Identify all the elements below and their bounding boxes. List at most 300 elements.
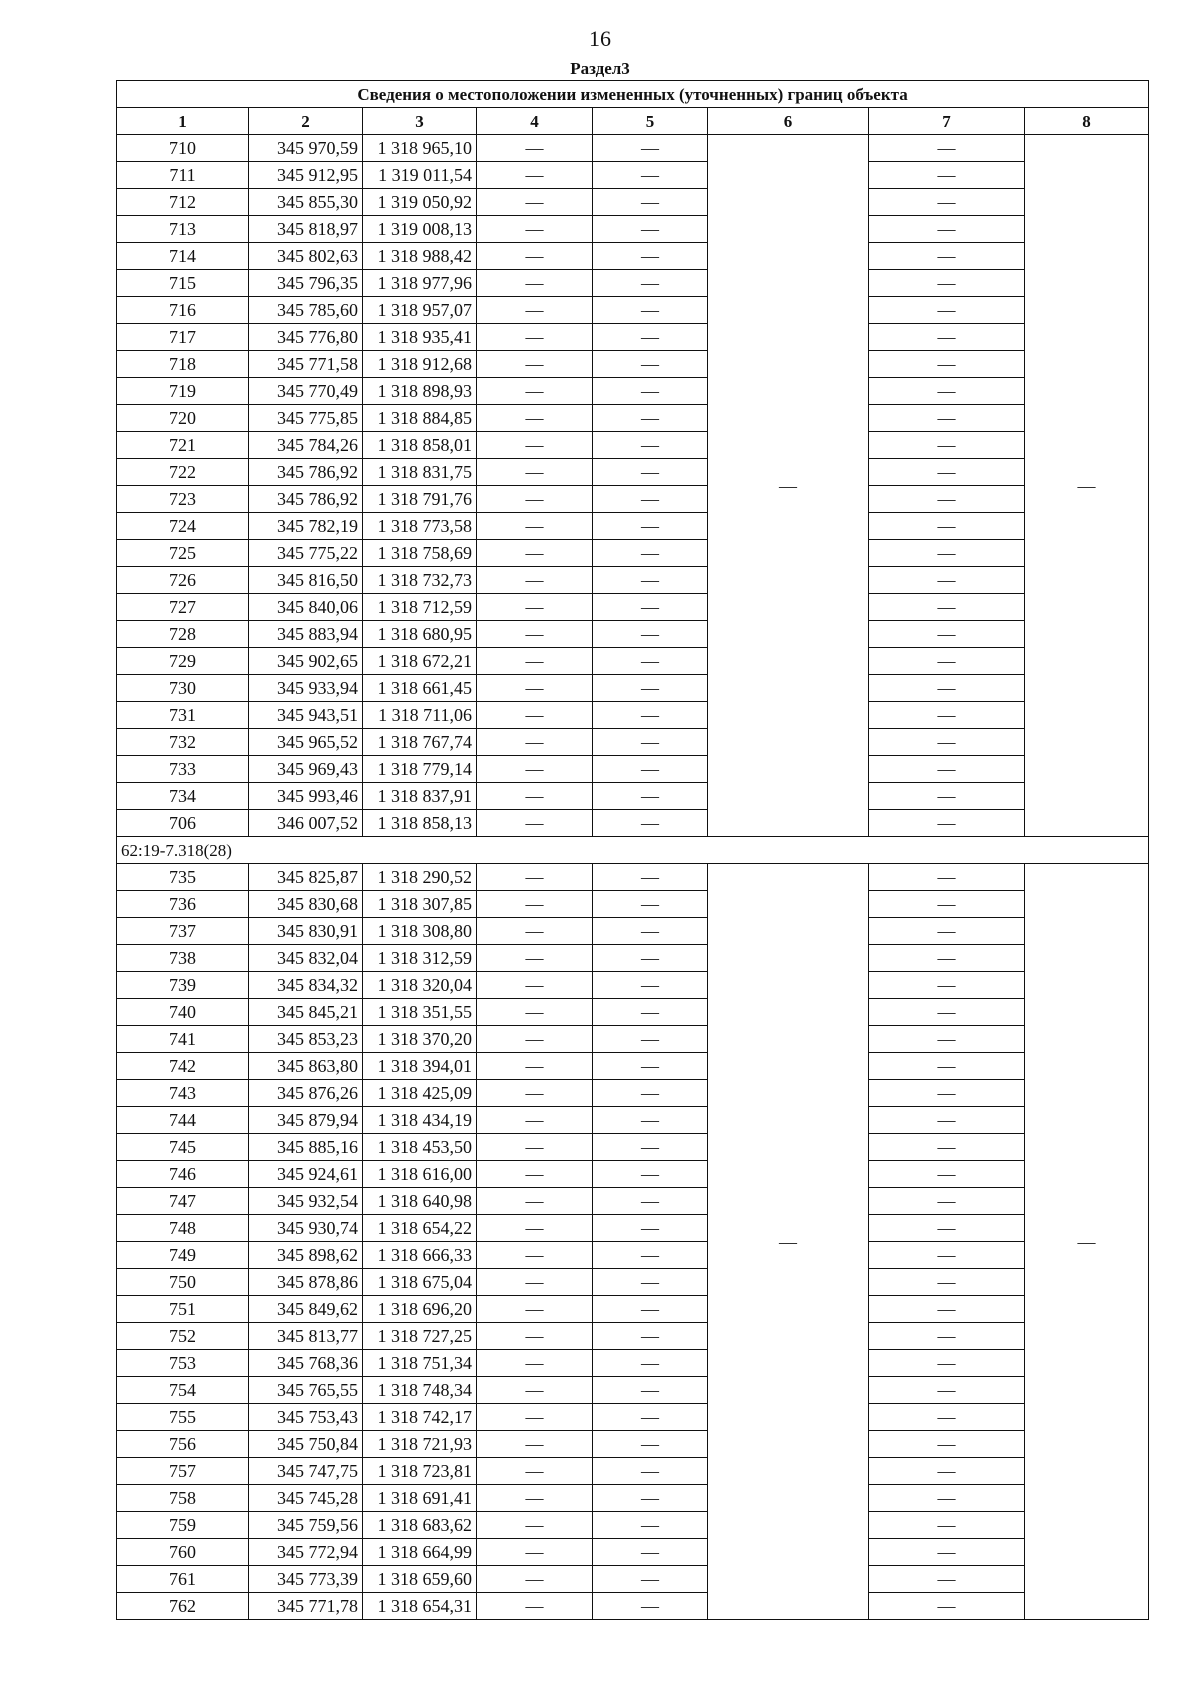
table-row <box>117 351 1149 378</box>
col5-value: — <box>593 513 708 540</box>
col4-value: — <box>477 243 593 270</box>
point-number: 757 <box>117 1458 249 1485</box>
coordinate-x: 345 845,21 <box>249 999 363 1026</box>
col5-value: — <box>593 1350 708 1377</box>
coordinate-y: 1 318 675,04 <box>363 1269 477 1296</box>
coordinate-x: 345 771,78 <box>249 1593 363 1620</box>
table-row <box>117 1593 1149 1620</box>
col7-value: — <box>869 972 1025 999</box>
col5-value: — <box>593 324 708 351</box>
column-number: 5 <box>593 108 708 135</box>
col4-value: — <box>477 405 593 432</box>
col7-value: — <box>869 1431 1025 1458</box>
coordinate-x: 345 775,85 <box>249 405 363 432</box>
col7-value: — <box>869 810 1025 837</box>
col7-value: — <box>869 162 1025 189</box>
col4-value: — <box>477 594 593 621</box>
table-row <box>117 972 1149 999</box>
col7-value: — <box>869 1323 1025 1350</box>
coordinate-y: 1 318 837,91 <box>363 783 477 810</box>
table-row <box>117 1323 1149 1350</box>
col4-value: — <box>477 297 593 324</box>
col5-value: — <box>593 378 708 405</box>
coordinate-y: 1 318 654,31 <box>363 1593 477 1620</box>
col5-value: — <box>593 1323 708 1350</box>
col5-value: — <box>593 1269 708 1296</box>
col7-value: — <box>869 918 1025 945</box>
col7-value: — <box>869 864 1025 891</box>
col4-value: — <box>477 783 593 810</box>
col5-value: — <box>593 783 708 810</box>
col5-value: — <box>593 1431 708 1458</box>
coordinate-x: 345 775,22 <box>249 540 363 567</box>
table-row <box>117 783 1149 810</box>
coordinate-x: 345 883,94 <box>249 621 363 648</box>
table-row <box>117 1539 1149 1566</box>
coordinates-table-body <box>117 81 1149 1620</box>
col7-value: — <box>869 1188 1025 1215</box>
table-row <box>117 1161 1149 1188</box>
col7-value: — <box>869 270 1025 297</box>
coordinate-y: 1 318 898,93 <box>363 378 477 405</box>
col5-value: — <box>593 216 708 243</box>
point-number: 715 <box>117 270 249 297</box>
point-number: 751 <box>117 1296 249 1323</box>
col7-value: — <box>869 1080 1025 1107</box>
col7-value: — <box>869 405 1025 432</box>
table-row <box>117 594 1149 621</box>
coordinate-x: 345 786,92 <box>249 459 363 486</box>
col5-value: — <box>593 1296 708 1323</box>
col4-value: — <box>477 972 593 999</box>
col7-value: — <box>869 1161 1025 1188</box>
point-number: 710 <box>117 135 249 162</box>
group-header-row <box>117 837 1149 864</box>
col7-value: — <box>869 1053 1025 1080</box>
col4-value: — <box>477 729 593 756</box>
table-row <box>117 891 1149 918</box>
col7-value: — <box>869 351 1025 378</box>
col5-value: — <box>593 567 708 594</box>
coordinate-x: 345 912,95 <box>249 162 363 189</box>
col4-value: — <box>477 1485 593 1512</box>
point-number: 756 <box>117 1431 249 1458</box>
col5-value: — <box>593 135 708 162</box>
col5-value: — <box>593 891 708 918</box>
coordinate-y: 1 318 858,01 <box>363 432 477 459</box>
col5-value: — <box>593 918 708 945</box>
col4-value: — <box>477 459 593 486</box>
point-number: 749 <box>117 1242 249 1269</box>
col5-value: — <box>593 459 708 486</box>
point-number: 748 <box>117 1215 249 1242</box>
col7-value: — <box>869 1485 1025 1512</box>
col4-value: — <box>477 1242 593 1269</box>
point-number: 750 <box>117 1269 249 1296</box>
table-row <box>117 756 1149 783</box>
col7-value: — <box>869 945 1025 972</box>
col4-value: — <box>477 891 593 918</box>
col7-value: — <box>869 540 1025 567</box>
col7-value: — <box>869 1296 1025 1323</box>
col7-value: — <box>869 1593 1025 1620</box>
point-number: 739 <box>117 972 249 999</box>
point-number: 740 <box>117 999 249 1026</box>
coordinate-x: 345 818,97 <box>249 216 363 243</box>
col7-value: — <box>869 567 1025 594</box>
coordinate-y: 1 318 434,19 <box>363 1107 477 1134</box>
coordinate-x: 345 885,16 <box>249 1134 363 1161</box>
table-row <box>117 1269 1149 1296</box>
col7-value: — <box>869 648 1025 675</box>
point-number: 726 <box>117 567 249 594</box>
point-number: 755 <box>117 1404 249 1431</box>
col7-value: — <box>869 324 1025 351</box>
col7-value: — <box>869 675 1025 702</box>
coordinate-y: 1 318 307,85 <box>363 891 477 918</box>
column-number: 3 <box>363 108 477 135</box>
column-number: 6 <box>708 108 869 135</box>
coordinate-y: 1 318 654,22 <box>363 1215 477 1242</box>
col4-value: — <box>477 648 593 675</box>
point-number: 712 <box>117 189 249 216</box>
table-row <box>117 486 1149 513</box>
coordinate-x: 346 007,52 <box>249 810 363 837</box>
coordinate-x: 345 832,04 <box>249 945 363 972</box>
coordinate-y: 1 319 011,54 <box>363 162 477 189</box>
table-row <box>117 1512 1149 1539</box>
col7-value: — <box>869 432 1025 459</box>
coordinate-x: 345 765,55 <box>249 1377 363 1404</box>
coordinate-y: 1 318 935,41 <box>363 324 477 351</box>
col5-value: — <box>593 1107 708 1134</box>
col5-value: — <box>593 1566 708 1593</box>
col4-value: — <box>477 1350 593 1377</box>
table-row <box>117 513 1149 540</box>
col5-value: — <box>593 1188 708 1215</box>
table-row <box>117 1431 1149 1458</box>
table-row <box>117 1458 1149 1485</box>
point-number: 760 <box>117 1539 249 1566</box>
col4-value: — <box>477 1269 593 1296</box>
coordinate-y: 1 318 727,25 <box>363 1323 477 1350</box>
table-row <box>117 1188 1149 1215</box>
col7-value: — <box>869 1350 1025 1377</box>
table-row <box>117 378 1149 405</box>
coordinate-x: 345 813,77 <box>249 1323 363 1350</box>
coordinate-x: 345 898,62 <box>249 1242 363 1269</box>
col5-value: — <box>593 486 708 513</box>
coordinate-x: 345 876,26 <box>249 1080 363 1107</box>
col4-value: — <box>477 918 593 945</box>
coordinate-y: 1 318 691,41 <box>363 1485 477 1512</box>
coordinate-y: 1 318 773,58 <box>363 513 477 540</box>
col7-value: — <box>869 189 1025 216</box>
point-number: 745 <box>117 1134 249 1161</box>
col7-value: — <box>869 783 1025 810</box>
point-number: 737 <box>117 918 249 945</box>
coordinate-x: 345 786,92 <box>249 486 363 513</box>
coordinate-y: 1 318 308,80 <box>363 918 477 945</box>
col5-value: — <box>593 405 708 432</box>
point-number: 725 <box>117 540 249 567</box>
col4-value: — <box>477 1458 593 1485</box>
table-row <box>117 1134 1149 1161</box>
col7-value: — <box>869 1026 1025 1053</box>
coordinate-y: 1 318 912,68 <box>363 351 477 378</box>
coordinate-y: 1 318 858,13 <box>363 810 477 837</box>
col5-value: — <box>593 540 708 567</box>
coordinate-x: 345 747,75 <box>249 1458 363 1485</box>
col4-value: — <box>477 1566 593 1593</box>
coordinate-y: 1 318 711,06 <box>363 702 477 729</box>
col4-value: — <box>477 1377 593 1404</box>
table-row <box>117 1215 1149 1242</box>
col5-value: — <box>593 432 708 459</box>
col5-value: — <box>593 1377 708 1404</box>
point-number: 738 <box>117 945 249 972</box>
table-row <box>117 1107 1149 1134</box>
col4-value: — <box>477 324 593 351</box>
coordinate-y: 1 318 758,69 <box>363 540 477 567</box>
coordinate-y: 1 318 767,74 <box>363 729 477 756</box>
col4-value: — <box>477 351 593 378</box>
col7-value: — <box>869 243 1025 270</box>
point-number: 722 <box>117 459 249 486</box>
coordinate-x: 345 879,94 <box>249 1107 363 1134</box>
coordinate-x: 345 782,19 <box>249 513 363 540</box>
coordinate-y: 1 318 965,10 <box>363 135 477 162</box>
coordinate-x: 345 969,43 <box>249 756 363 783</box>
coordinates-table <box>116 80 1149 1620</box>
col4-value: — <box>477 1161 593 1188</box>
col7-value: — <box>869 1242 1025 1269</box>
point-number: 716 <box>117 297 249 324</box>
coordinate-y: 1 318 748,34 <box>363 1377 477 1404</box>
col5-value: — <box>593 351 708 378</box>
coordinate-x: 345 855,30 <box>249 189 363 216</box>
col5-value: — <box>593 1539 708 1566</box>
table-row <box>117 216 1149 243</box>
col4-value: — <box>477 189 593 216</box>
coordinate-y: 1 318 791,76 <box>363 486 477 513</box>
coordinate-y: 1 319 008,13 <box>363 216 477 243</box>
col4-value: — <box>477 135 593 162</box>
coordinate-x: 345 924,61 <box>249 1161 363 1188</box>
coordinate-y: 1 318 659,60 <box>363 1566 477 1593</box>
col7-value: — <box>869 378 1025 405</box>
coordinate-x: 345 745,28 <box>249 1485 363 1512</box>
col5-value: — <box>593 864 708 891</box>
point-number: 727 <box>117 594 249 621</box>
col7-value: — <box>869 1215 1025 1242</box>
col4-value: — <box>477 162 593 189</box>
table-row <box>117 243 1149 270</box>
coordinate-y: 1 318 290,52 <box>363 864 477 891</box>
col5-value: — <box>593 999 708 1026</box>
column-number: 4 <box>477 108 593 135</box>
col7-value: — <box>869 1566 1025 1593</box>
coordinate-y: 1 318 742,17 <box>363 1404 477 1431</box>
coordinate-y: 1 318 988,42 <box>363 243 477 270</box>
table-row <box>117 459 1149 486</box>
col7-value: — <box>869 594 1025 621</box>
col7-value: — <box>869 513 1025 540</box>
col4-value: — <box>477 1404 593 1431</box>
col5-value: — <box>593 162 708 189</box>
col7-value: — <box>869 729 1025 756</box>
point-number: 714 <box>117 243 249 270</box>
point-number: 761 <box>117 1566 249 1593</box>
table-row <box>117 324 1149 351</box>
col5-value: — <box>593 1161 708 1188</box>
coordinate-x: 345 830,68 <box>249 891 363 918</box>
col7-value: — <box>869 297 1025 324</box>
coordinate-y: 1 318 425,09 <box>363 1080 477 1107</box>
col4-value: — <box>477 540 593 567</box>
table-row <box>117 810 1149 837</box>
point-number: 728 <box>117 621 249 648</box>
point-number: 741 <box>117 1026 249 1053</box>
col4-value: — <box>477 810 593 837</box>
table-caption-row <box>117 81 1149 108</box>
coordinate-x: 345 802,63 <box>249 243 363 270</box>
col4-value: — <box>477 1431 593 1458</box>
table-row <box>117 270 1149 297</box>
point-number: 746 <box>117 1161 249 1188</box>
coordinate-y: 1 318 696,20 <box>363 1296 477 1323</box>
col5-value: — <box>593 621 708 648</box>
point-number: 758 <box>117 1485 249 1512</box>
coordinate-y: 1 318 370,20 <box>363 1026 477 1053</box>
col5-value: — <box>593 189 708 216</box>
column-number: 1 <box>117 108 249 135</box>
column-number: 2 <box>249 108 363 135</box>
coordinate-y: 1 318 977,96 <box>363 270 477 297</box>
point-number: 717 <box>117 324 249 351</box>
coordinate-y: 1 318 779,14 <box>363 756 477 783</box>
point-number: 735 <box>117 864 249 891</box>
point-number: 732 <box>117 729 249 756</box>
col4-value: — <box>477 1539 593 1566</box>
col7-value: — <box>869 891 1025 918</box>
col4-value: — <box>477 1296 593 1323</box>
coordinate-x: 345 834,32 <box>249 972 363 999</box>
point-number: 753 <box>117 1350 249 1377</box>
coordinate-y: 1 318 683,62 <box>363 1512 477 1539</box>
coordinate-x: 345 993,46 <box>249 783 363 810</box>
coordinate-x: 345 970,59 <box>249 135 363 162</box>
table-row <box>117 567 1149 594</box>
col7-value: — <box>869 1539 1025 1566</box>
point-number: 711 <box>117 162 249 189</box>
point-number: 719 <box>117 378 249 405</box>
col5-value: — <box>593 1593 708 1620</box>
col4-value: — <box>477 1323 593 1350</box>
point-number: 713 <box>117 216 249 243</box>
col8-value: — <box>1025 135 1149 837</box>
coordinate-x: 345 933,94 <box>249 675 363 702</box>
col4-value: — <box>477 756 593 783</box>
table-row <box>117 162 1149 189</box>
coordinate-x: 345 930,74 <box>249 1215 363 1242</box>
col5-value: — <box>593 945 708 972</box>
col5-value: — <box>593 1134 708 1161</box>
point-number: 723 <box>117 486 249 513</box>
coordinate-x: 345 849,62 <box>249 1296 363 1323</box>
col4-value: — <box>477 1026 593 1053</box>
col7-value: — <box>869 999 1025 1026</box>
table-row <box>117 1053 1149 1080</box>
table-caption: Сведения о местоположении измененных (уточненных) границ объекта <box>117 81 1149 108</box>
coordinate-y: 1 318 661,45 <box>363 675 477 702</box>
col4-value: — <box>477 513 593 540</box>
coordinate-x: 345 816,50 <box>249 567 363 594</box>
col4-value: — <box>477 216 593 243</box>
point-number: 734 <box>117 783 249 810</box>
col5-value: — <box>593 594 708 621</box>
point-number: 759 <box>117 1512 249 1539</box>
point-number: 733 <box>117 756 249 783</box>
coordinate-y: 1 318 616,00 <box>363 1161 477 1188</box>
point-number: 731 <box>117 702 249 729</box>
col5-value: — <box>593 1215 708 1242</box>
coordinate-x: 345 776,80 <box>249 324 363 351</box>
col5-value: — <box>593 972 708 999</box>
coordinate-x: 345 785,60 <box>249 297 363 324</box>
col4-value: — <box>477 567 593 594</box>
table-row <box>117 648 1149 675</box>
table-row <box>117 702 1149 729</box>
col4-value: — <box>477 702 593 729</box>
table-row <box>117 540 1149 567</box>
coordinate-x: 345 932,54 <box>249 1188 363 1215</box>
col7-value: — <box>869 1107 1025 1134</box>
col7-value: — <box>869 1377 1025 1404</box>
table-row <box>117 864 1149 891</box>
table-row <box>117 297 1149 324</box>
coordinate-y: 1 318 312,59 <box>363 945 477 972</box>
coordinate-x: 345 784,26 <box>249 432 363 459</box>
col4-value: — <box>477 945 593 972</box>
col4-value: — <box>477 1053 593 1080</box>
coordinate-y: 1 318 723,81 <box>363 1458 477 1485</box>
coordinate-x: 345 825,87 <box>249 864 363 891</box>
coordinate-x: 345 943,51 <box>249 702 363 729</box>
col4-value: — <box>477 486 593 513</box>
col5-value: — <box>593 1053 708 1080</box>
point-number: 754 <box>117 1377 249 1404</box>
coordinate-y: 1 318 884,85 <box>363 405 477 432</box>
point-number: 762 <box>117 1593 249 1620</box>
column-number: 7 <box>869 108 1025 135</box>
col5-value: — <box>593 1485 708 1512</box>
table-row <box>117 1242 1149 1269</box>
table-row <box>117 1350 1149 1377</box>
coordinate-y: 1 318 672,21 <box>363 648 477 675</box>
table-row <box>117 1026 1149 1053</box>
table-row <box>117 405 1149 432</box>
coordinate-y: 1 318 957,07 <box>363 297 477 324</box>
coordinate-x: 345 965,52 <box>249 729 363 756</box>
column-number: 8 <box>1025 108 1149 135</box>
coordinate-x: 345 840,06 <box>249 594 363 621</box>
coordinate-x: 345 768,36 <box>249 1350 363 1377</box>
col5-value: — <box>593 1026 708 1053</box>
coordinate-y: 1 318 831,75 <box>363 459 477 486</box>
coordinate-y: 1 318 320,04 <box>363 972 477 999</box>
col7-value: — <box>869 621 1025 648</box>
